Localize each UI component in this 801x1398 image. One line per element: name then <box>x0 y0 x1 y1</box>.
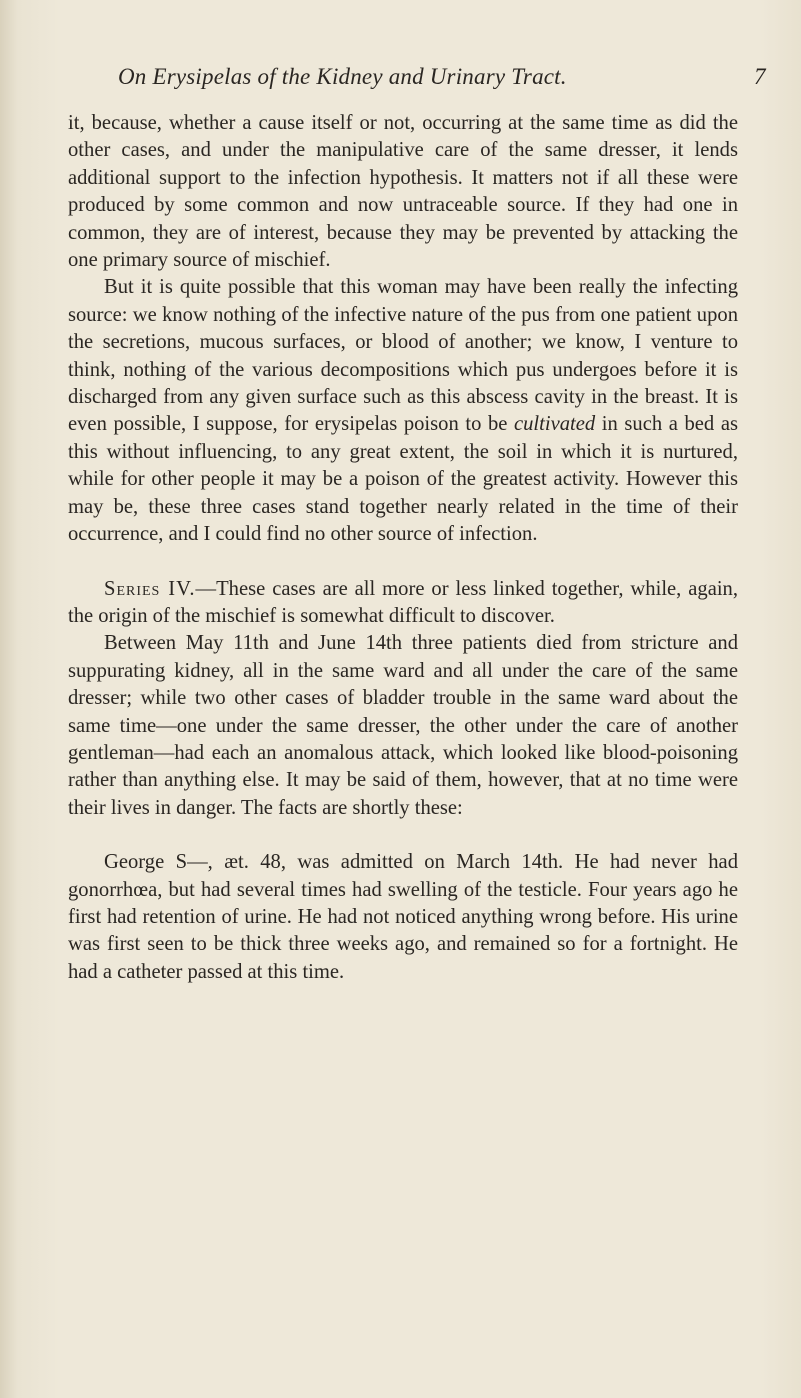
paragraph-series-iv <box>68 576 738 631</box>
paragraph-continuation: it, because, whether a cause itself or not, occurring at the same time as did the other cases, and under the manipulative care of the same dresser, it lends additional support to the infection hypothesis. It matters not if all these were produced by some common and now untraceable source. If they had one in common, they are of interest, because they may be prevented by attacking the one primary source of mischief. <box>68 112 738 272</box>
running-header: On Erysipelas of the Kidney and Urinary Tract. <box>118 64 567 89</box>
emphasis-cultivated: cultivated <box>514 413 596 436</box>
paragraph-may-june-cases: Between May 11th and June 14th three patients died from stricture and suppurating kidney, all in the same ward and all under the care of the same dresser; while two other cases of bladder trouble in the same ward about the same time—one under the same dresser, the other under the care of another gentleman—had each an anomalous attack, which looked like blood-poisoning rather than anything else. It may be said of them, however, that at no time were their lives in danger. The facts are shortly these: <box>68 632 738 819</box>
body-text <box>68 110 738 986</box>
paragraph-text: —These cases are all more or less linked together, while, again, the origin of the mischief is somewhat difficult to discover. <box>68 577 738 627</box>
paragraph-text: in such a bed as this without influencing, to any great extent, the soil in which it is nurtured, while for other people it may be a poison of the greatest activity. However this may be, these three cases stand together nearly related in the time of their occurrence, and I could find no other source of infection. <box>68 413 738 546</box>
paragraph-infecting-source <box>68 274 738 548</box>
section-label: Series IV. <box>104 577 196 600</box>
paragraph-text: But it is quite possible that this woman may have been really the infecting source: we know nothing of the infective nature of the pus from one patient upon the secretions, mucous surfaces, or blood of another; we know, I venture to think, nothing of the various decompositions which pus undergoes before it is discharged from any given surface such as this abscess cavity in the breast. It is even possible, I suppose, for erysipelas poison to be <box>68 276 738 436</box>
paragraph-george-case: George S—, æt. 48, was admitted on March 14th. He had never had gonorrhœa, but had several times had swelling of the testicle. Four years ago he first had retention of urine. He had not noticed anything wrong before. His urine was first seen to be thick three weeks ago, and remained so for a fortnight. He had a catheter passed at this time. <box>68 851 738 983</box>
page-number: 7 <box>754 64 766 89</box>
